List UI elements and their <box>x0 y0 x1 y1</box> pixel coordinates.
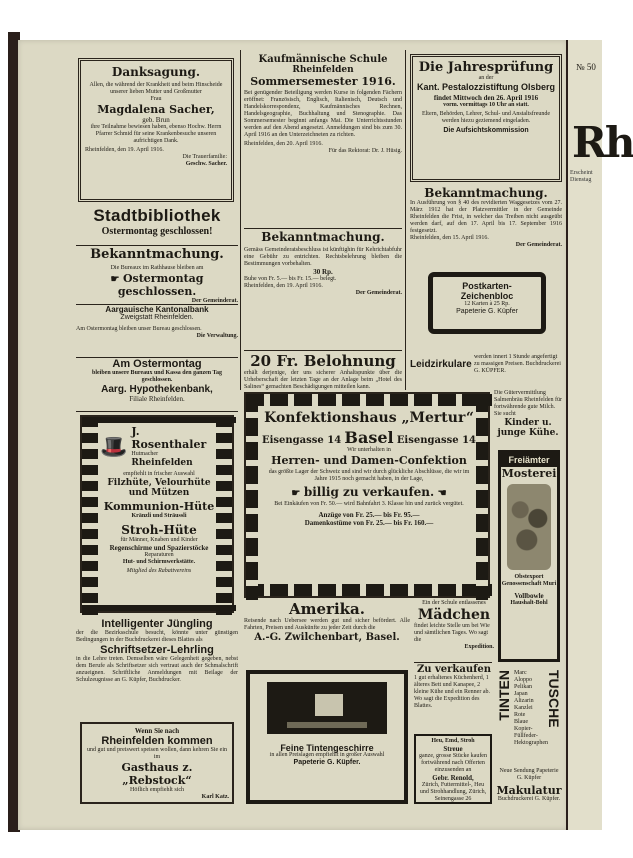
rule <box>76 245 238 246</box>
tinte-seller: Papeterie G. Küpfer. <box>293 759 361 766</box>
masthead-fragment: Rh <box>572 118 633 167</box>
danksagung-text: ihre Teilnahme bewiesen haben, ebenso Hochw. Herrn Pfarrer Schmid für seine Krankenbesuche unseren aufrichtigen Dank. <box>90 124 222 144</box>
rule <box>244 228 402 229</box>
rebstock-line1: Wenn Sie nach <box>134 727 180 735</box>
tinte-title: Feine Tintengeschirre <box>280 743 374 753</box>
tinten-item: Kopier- <box>514 726 533 732</box>
mosterei-top: Freiämter <box>501 453 557 467</box>
rosenthaler-items1: Filzhüte, Velourhüte und Mützen <box>107 478 211 498</box>
bekannt2-title: Bekanntmachung. <box>261 230 385 244</box>
bekannt3-title: Bekanntmachung. <box>424 186 548 200</box>
belohnung-box <box>244 352 402 392</box>
streue-line2: Streue <box>443 745 463 753</box>
mertur-intro: Wir unterhalten in <box>347 447 391 453</box>
bekannt1-box <box>76 247 238 303</box>
mosterei-vollbowle: Vollbowle <box>514 592 544 600</box>
belohnung-title: 20 Fr. Belohnung <box>250 352 396 370</box>
mertur-box <box>244 392 490 598</box>
stadtbib-box <box>76 206 238 244</box>
ostermontag-box <box>76 358 238 410</box>
postkarten-title: Postkarten- <box>462 281 512 291</box>
mertur-men: Anzüge von Fr. 25.— bis Fr. 95.— <box>318 511 420 519</box>
rosenthaler-items5: für Männer, Knaben und Kinder <box>120 537 198 543</box>
rosenthaler-role: Hutmacher <box>131 451 159 457</box>
rosenthaler-items8: Hut- und Schirmwerkstätte. <box>122 559 196 565</box>
tinten-item: Füllfeder- <box>514 733 538 739</box>
amerika-company: A.-G. Zwilchenbart, Basel. <box>254 632 400 643</box>
ostermontag-bank: Aarg. Hypothekenbank, <box>101 384 213 395</box>
mertur-slogan: billig zu verkaufen. <box>303 485 435 499</box>
tinten-item: Rote <box>514 712 526 718</box>
schule-date: Rheinfelden, den 20. April 1916. <box>244 141 323 147</box>
postkarten-sub: 12 Karten à 25 Rp. <box>464 301 510 307</box>
tinten-box <box>496 670 562 802</box>
tinten-item: Blaue <box>514 719 528 725</box>
ornament-bottom <box>82 605 236 611</box>
rule <box>414 662 492 663</box>
verkaufen-title: Zu verkaufen <box>416 664 492 675</box>
tinten-seller: Neue Sendung Papeterie G. Küpfer <box>499 768 559 781</box>
juengling-body2: in die Lehre treten. Demselben wäre Gelegenheit gegeben, nebst dem Berufe als Schriftsetzer sich vertraut auch der Schmalschrift anzueignen. Schriftliche Anmeldungen mit Beilage der Schulzeugnisse an G. Küpfer, Buchdrucker. <box>76 656 238 683</box>
danksagung-name: Magdalena Sacher, <box>97 103 215 116</box>
rebstock-line2: Rheinfelden kommen <box>101 735 213 747</box>
stadtbib-title: Stadtbibliothek <box>93 206 221 225</box>
rebstock-sig: Karl Katz. <box>201 794 229 800</box>
mosterei-mid: Mosterei <box>501 467 557 480</box>
page-number: № 50 <box>576 62 596 72</box>
rosenthaler-recommend: empfiehlt in frischer Auswahl <box>123 471 195 477</box>
tusche-title: TUSCHE <box>546 670 562 728</box>
belohnung-body: erhält derjenige, der uns sicherer Anhaltspunkte über die Urheberschaft der letzten Tage an der Anlage beim „Hotel des Salines“ gemachten Beschädigungen mitteilen kann. <box>244 370 402 390</box>
maedchen-body: findet leichte Stelle um bei Wie und sämtlichen Tages. Wo sagt die <box>414 623 490 643</box>
kantonal-box <box>76 306 238 356</box>
tinten-item: Marc <box>514 670 527 676</box>
schule-body: Bei genügender Beteiligung werden Kurse in folgenden Fächern eröffnet: Französisch, Englisch, Italienisch, Deutsch und Handelskorrespondenz, Kaufmännisches Rechnen, Handelsgeographie, Buchhaltung und Stenographie. Das Sommersemester beginnt anfangs Mai. Die Unterrichtsstunden werden auf den Abend angesetzt. Anmeldungen sind bis zum 30. April 1916 an den Unterzeichneten zu richten. <box>244 90 402 138</box>
postkarten-box <box>428 272 546 334</box>
bekannt3-sig: Der Gemeinderat. <box>515 242 562 248</box>
bekannt2-gebuehr: 30 Rp. <box>313 268 333 276</box>
mosterei-haushalt: Haushalt-Bohl <box>510 600 548 606</box>
rule <box>76 411 238 412</box>
mosterei-box <box>498 450 560 662</box>
jahres-sub: an der <box>478 75 494 81</box>
mertur-claim: das größte Lager der Schweiz und sind wir durch glückliche Abschlüsse, die wir im Jahre 1915 noch gemacht haben, in der Lage, <box>268 469 470 482</box>
schule-box <box>244 54 402 226</box>
mertur-street2: Eisengasse 14 <box>396 435 476 446</box>
streue-name: Gebr. Renold, <box>432 774 474 782</box>
bekannt3-box <box>410 186 562 264</box>
maedchen-intro: Ein der Schule entlassenes <box>422 600 486 606</box>
leid-body: werden innert 1 Stunde angefertigt zu massigen Preisen. Buchdruckerei G. KÜPFER. <box>474 353 561 374</box>
ostermontag-branch: Filiale Rheinfelden. <box>129 395 185 403</box>
danksagung-title: Danksagung. <box>111 65 201 79</box>
mertur-ornament-bottom <box>246 584 492 596</box>
juengling-body: der die Bezirksschule besucht, könnte unter günstigen Bedingungen in der Buchdruckerei dieses Blattes als <box>76 630 238 643</box>
mertur-ornament-right <box>476 394 488 600</box>
streue-addr: Zürich, Futtermittel-, Heu und Strohhandlung, Zürich, Seinengasse 26 <box>419 782 487 802</box>
streue-box <box>414 734 492 804</box>
ornament-left <box>82 417 98 615</box>
gueter-box <box>494 390 562 444</box>
leidzirkulare-box <box>410 346 562 382</box>
jahres-time: vorm. vormittags 10 Uhr an statt. <box>443 102 529 108</box>
mertur-city: Basel <box>344 428 394 447</box>
danksagung-place: Rheinfelden, den 19. April 1916. <box>85 147 164 153</box>
ornament-top <box>82 417 236 423</box>
bekannt2-sig: Der Gemeinderat. <box>355 290 402 296</box>
makulatur-title: Makulatur <box>496 784 562 797</box>
rosenthaler-member: Mitglied des Rabattvereins <box>126 568 192 574</box>
tinten-item: Hektographen <box>514 740 548 746</box>
bekannt1-sig: Der Gemeinderat. <box>191 298 238 304</box>
schule-title: Kaufmännische Schule <box>258 54 388 65</box>
rebstock-line5: Höflich empfiehlt sich <box>130 787 184 793</box>
danksagung-sig: Geschw. Sacher. <box>185 161 227 167</box>
next-page-edge <box>566 40 633 830</box>
rosenthaler-items6: Regenschirme und Spazierstöcke <box>109 544 209 552</box>
mertur-note: Bei Einkäufen von Fr. 50.— wird Bahnfahrt 3. Klasse hin und zurück vergütet. <box>274 501 464 507</box>
ostermontag-line1: bleiben unsere Bureaux und Kassa den ganzen Tag geschlossen. <box>92 370 222 383</box>
tinten-list <box>514 670 548 747</box>
tinten-item: Kanzlei <box>514 705 533 711</box>
inkwell-icon <box>267 682 387 734</box>
jahres-inst: Kant. Pestalozzistiftung Olsberg <box>416 82 555 92</box>
mertur-title: Konfektionshaus „Mertur“ <box>264 410 474 426</box>
rebstock-line3: und gut und preiswert speisen wollen, dann kehren Sie ein im <box>87 747 227 760</box>
rosenthaler-items7: Reparaturen <box>144 552 174 558</box>
schule-city: Rheinfelden <box>292 65 354 75</box>
streue-line1: Heu, Emd, Stroh <box>431 738 475 744</box>
bekannt1-line2-text: Ostermontag geschlossen. <box>117 272 204 298</box>
rosenthaler-city: Rheinfelden <box>131 458 193 468</box>
bekannt3-body: In Ausführung von § 40 des revidierten Waggesetzes vom 27. März 1912 hat der Platzvermittler in der Gemeinde Rheinfelden die Frist, in welcher das Treiben nicht ausgeübt werden darf, auf den 17. April bis 17. September 1916 festgesetzt. <box>410 200 562 234</box>
bekannt2-box <box>244 230 402 348</box>
jahrespruefung-box <box>410 54 562 182</box>
juengling-role: Schriftsetzer-Lehrling <box>100 644 214 656</box>
schule-sig: Für das Rektorat: Dr. J. Hüsig. <box>328 148 402 154</box>
danksagung-name-pre: Frau <box>150 96 162 102</box>
danksagung-box <box>78 58 234 202</box>
danksagung-body: Allen, die während der Krankheit und beim Hinscheide unserer lieben Mutter und Großmutter <box>89 82 223 95</box>
bekannt1-line2 <box>76 272 238 298</box>
tinten-item: Alizarin <box>514 698 534 704</box>
pointing-hand-icon: ☚ <box>434 488 447 499</box>
rosenthaler-name: J. Rosenthaler <box>131 425 207 451</box>
newspaper-page <box>18 40 568 830</box>
rosenthaler-items2: Kommunion-Hüte <box>103 500 215 513</box>
rebstock-line4: Gasthaus z. „Rebstock“ <box>121 761 193 787</box>
jahres-title: Die Jahresprüfung <box>418 60 554 75</box>
bekannt2-date: Rheinfelden, den 19. April 1916. <box>244 283 323 289</box>
column-rule <box>405 50 406 390</box>
mertur-dept: Herren- und Damen-Confektion <box>271 454 467 467</box>
amerika-body: Reisende nach Uebersee werden gut und sicher befördert. Alle Fahrten, Preisen und Auskünfte zu jeder Zeit durch die <box>244 618 410 631</box>
postkarten-title2: Zeichenbloc <box>460 291 514 301</box>
tinten-item: Aloppo <box>514 677 532 683</box>
hat-stand-icon: 🎩 <box>100 433 128 459</box>
fruit-basket-icon <box>507 484 551 570</box>
juengling-title: Intelligenter Jüngling <box>101 618 213 630</box>
schule-semester: Sommersemester 1916. <box>250 75 396 88</box>
juengling-box <box>76 618 238 718</box>
makulatur-sub: Buchdruckerei G. Küpfer. <box>497 796 561 802</box>
bekannt1-line1: Die Bureaux im Rathhause bleiben am <box>110 265 204 271</box>
tinten-item: Japan <box>514 691 528 697</box>
bekannt3-date: Rheinfelden, den 15. April 1916. <box>410 235 489 241</box>
kantonal-line2: Zweigstatt Rheinfelden. <box>120 314 194 321</box>
danksagung-geb: geb. Brun <box>142 116 170 124</box>
gueter-body: Die Gütervermittlung Salmenbräu Rheinfelden für fortwährende gute Milch. Sie sucht <box>494 390 562 417</box>
postkarten-seller: Papeterie G. Küpfer <box>456 308 518 315</box>
jahres-when: findet Mittwoch den 26. April 1916 <box>433 94 539 102</box>
bekannt2-body: Gemäss Gemeinderatsbeschluss ist künftighin für Kehrichtabfuhr eine Gebühr zu entrichten. Rechtsbelehrung bleiben die Bestimmungen vorbehalten. <box>244 247 402 267</box>
gueter-kinder: Kinder u. junge Kühe. <box>497 418 559 438</box>
tinte-body: in allen Preislagen empfiehlt in großer Auswahl <box>269 752 385 758</box>
mertur-ornament-left <box>246 394 258 600</box>
mertur-street1: Eisengasse 14 <box>262 435 342 446</box>
mosterei-bottom: Obstexport Genossenschaft Muri <box>501 574 557 587</box>
verkaufen-box <box>414 664 494 730</box>
ornament-right <box>216 417 232 615</box>
rebstock-box <box>80 722 234 804</box>
rule <box>244 350 402 351</box>
kantonal-sig: Die Verwaltung. <box>196 333 238 339</box>
danksagung-sig-pre: Die Trauerfamilie: <box>182 154 227 160</box>
next-page-text: Erscheint Dienstag <box>570 170 593 183</box>
leid-title: Leidzirkulare <box>410 358 472 370</box>
kantonal-line1: Aargauische Kantonalbank <box>105 305 209 314</box>
maedchen-box <box>414 600 494 660</box>
amerika-title: Amerika. <box>289 600 365 618</box>
tinte-box <box>246 670 408 804</box>
stadtbib-sub: Ostermontag geschlossen! <box>101 226 213 237</box>
verkaufen-body: 1 gut erhaltenes Küchenherd, 1 älteres Bett und Kanapee, 2 kleine Kühe und ein Renner ab. Wo sagt die Expedition des Blattes. <box>414 675 490 709</box>
maedchen-exp: Expedition. <box>464 644 494 650</box>
bekannt2-fees: Buhe von Fr. 5.— bis Fr. 15.— belegt. <box>244 276 337 282</box>
pointing-hand-icon: ☛ <box>110 274 123 285</box>
rosenthaler-box <box>80 415 234 613</box>
mertur-ornament-top <box>246 394 492 406</box>
tinten-title: TINTEN <box>496 670 512 721</box>
streue-line3: ganze, grosse Stücke kaufen fortwährend nach Offerten einzusenden an <box>419 753 487 773</box>
column-rule <box>240 50 241 390</box>
ostermontag-title: Am Ostermontag <box>112 358 202 370</box>
tinten-item: Pelikan <box>514 684 532 690</box>
mertur-women: Damenkostüme von Fr. 25.— bis Fr. 160.— <box>304 519 434 527</box>
maedchen-title: Mädchen <box>417 607 491 623</box>
bekannt1-title: Bekanntmachung. <box>90 247 224 262</box>
rosenthaler-items4: Stroh-Hüte <box>121 523 197 537</box>
kantonal-line3: Am Ostermontag bleiben unser Bureau geschlossen. <box>76 326 202 332</box>
pointing-hand-icon: ☛ <box>291 488 304 499</box>
amerika-box <box>244 600 410 666</box>
jahres-sig: Die Aufsichtskommission <box>443 127 529 134</box>
jahres-body: Eltern, Behörden, Lehrer, Schul- und Anstaltsfreunde werden hiezu geziemend eingeladen. <box>421 111 551 124</box>
rosenthaler-items3: Kränzli und Sträussli <box>131 513 187 519</box>
